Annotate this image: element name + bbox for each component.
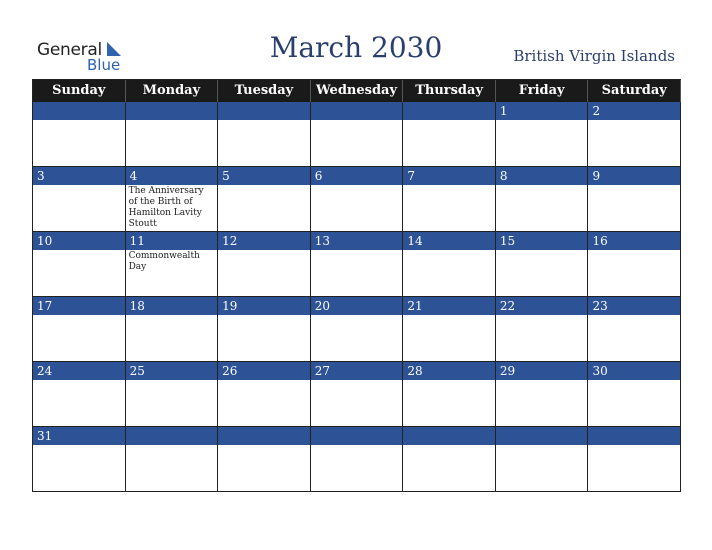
day-number: 16: [588, 232, 680, 250]
day-cell[interactable]: [218, 167, 311, 231]
day-cell[interactable]: [126, 102, 219, 166]
calendar-grid: [32, 79, 681, 492]
day-cell[interactable]: [218, 102, 311, 166]
holiday-label: The Anniversary of the Birth of Hamilton Lavity Stoutt: [128, 186, 204, 229]
day-cell[interactable]: [126, 297, 219, 361]
day-number: 21: [403, 297, 495, 315]
day-number: 22: [496, 297, 588, 315]
day-number: 15: [496, 232, 588, 250]
day-number: 9: [588, 167, 680, 185]
page-title: March 2030: [269, 31, 443, 64]
weekday-wednesday: Wednesday: [311, 80, 404, 102]
day-number: 20: [311, 297, 403, 315]
day-cell[interactable]: [403, 232, 496, 296]
day-cell[interactable]: [496, 297, 589, 361]
day-cell[interactable]: [496, 362, 589, 426]
day-cell[interactable]: [218, 427, 311, 491]
weekday-header: [33, 80, 681, 102]
day-number: [218, 427, 310, 445]
day-cell[interactable]: [403, 297, 496, 361]
holiday-label: Commonwealth Day: [128, 251, 200, 272]
weekday-tuesday: Tuesday: [218, 80, 311, 102]
day-cell[interactable]: [126, 232, 219, 296]
day-cell[interactable]: [311, 232, 404, 296]
day-cell[interactable]: [33, 427, 126, 491]
day-number: 28: [403, 362, 495, 380]
day-cell[interactable]: [588, 232, 681, 296]
day-cell[interactable]: [403, 427, 496, 491]
day-number: 11: [126, 232, 218, 250]
day-number: 30: [588, 362, 680, 380]
logo-blue-text: Blue: [87, 56, 121, 74]
day-number: 12: [218, 232, 310, 250]
day-cell[interactable]: [403, 167, 496, 231]
week-row: [33, 427, 681, 492]
day-cell[interactable]: [588, 297, 681, 361]
day-number: [403, 427, 495, 445]
day-number: [33, 102, 125, 120]
day-number: [311, 427, 403, 445]
day-cell[interactable]: [496, 102, 589, 166]
day-number: 24: [33, 362, 125, 380]
day-cell[interactable]: [496, 427, 589, 491]
day-cell[interactable]: [33, 102, 126, 166]
day-cell[interactable]: [33, 297, 126, 361]
day-number: 2: [588, 102, 680, 120]
logo-general-text: General: [37, 40, 102, 60]
week-row: [33, 102, 681, 167]
day-number: 19: [218, 297, 310, 315]
day-number: 17: [33, 297, 125, 315]
day-number: 3: [33, 167, 125, 185]
day-number: 7: [403, 167, 495, 185]
day-number: 13: [311, 232, 403, 250]
day-number: [218, 102, 310, 120]
day-number: [403, 102, 495, 120]
day-number: 4: [126, 167, 218, 185]
day-number: 31: [33, 427, 125, 445]
day-number: 5: [218, 167, 310, 185]
day-cell[interactable]: [311, 362, 404, 426]
day-cell[interactable]: [403, 102, 496, 166]
weekday-sunday: Sunday: [33, 80, 126, 102]
day-cell[interactable]: [33, 362, 126, 426]
week-row: [33, 167, 681, 232]
day-cell[interactable]: [311, 102, 404, 166]
day-cell[interactable]: [218, 232, 311, 296]
day-cell[interactable]: [33, 167, 126, 231]
day-cell[interactable]: [588, 427, 681, 491]
day-number: 10: [33, 232, 125, 250]
region-label: British Virgin Islands: [513, 47, 675, 65]
day-cell[interactable]: [218, 362, 311, 426]
day-cell[interactable]: [311, 167, 404, 231]
weekday-thursday: Thursday: [403, 80, 496, 102]
day-number: 8: [496, 167, 588, 185]
day-cell[interactable]: [588, 167, 681, 231]
day-number: [126, 427, 218, 445]
calendar-weeks: [33, 102, 681, 492]
day-cell[interactable]: [403, 362, 496, 426]
day-cell[interactable]: [126, 362, 219, 426]
day-cell[interactable]: [311, 297, 404, 361]
day-cell[interactable]: [33, 232, 126, 296]
weekday-friday: Friday: [496, 80, 589, 102]
day-number: 27: [311, 362, 403, 380]
day-cell[interactable]: [588, 102, 681, 166]
day-number: 23: [588, 297, 680, 315]
day-cell[interactable]: [588, 362, 681, 426]
day-number: [588, 427, 680, 445]
week-row: [33, 232, 681, 297]
day-number: 14: [403, 232, 495, 250]
week-row: [33, 362, 681, 427]
day-cell[interactable]: [126, 427, 219, 491]
week-row: [33, 297, 681, 362]
day-cell[interactable]: [126, 167, 219, 231]
day-cell[interactable]: [218, 297, 311, 361]
day-cell[interactable]: [496, 232, 589, 296]
day-number: [126, 102, 218, 120]
day-number: 6: [311, 167, 403, 185]
day-number: 25: [126, 362, 218, 380]
weekday-saturday: Saturday: [588, 80, 681, 102]
day-number: [496, 427, 588, 445]
day-cell[interactable]: [311, 427, 404, 491]
day-number: 29: [496, 362, 588, 380]
day-number: [311, 102, 403, 120]
day-number: 1: [496, 102, 588, 120]
day-number: 18: [126, 297, 218, 315]
weekday-monday: Monday: [126, 80, 219, 102]
day-cell[interactable]: [496, 167, 589, 231]
day-number: 26: [218, 362, 310, 380]
